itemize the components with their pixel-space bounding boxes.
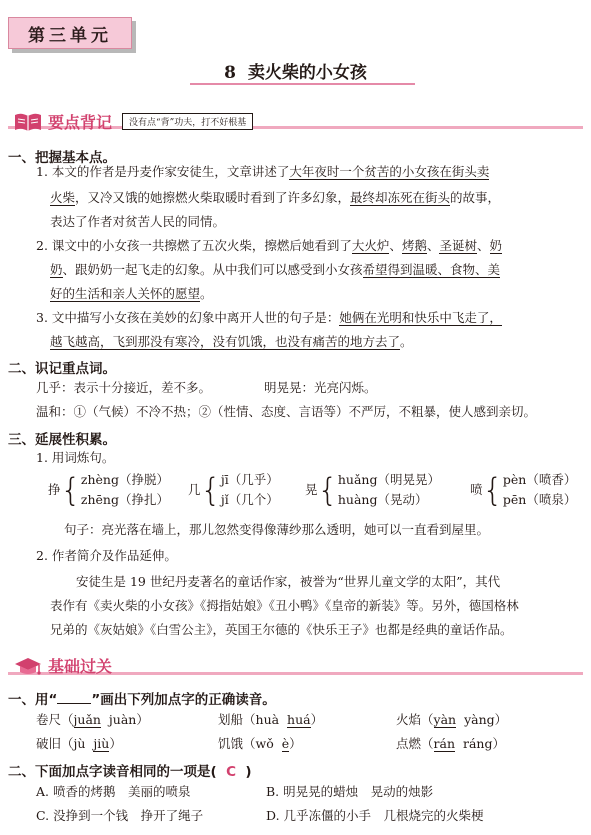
title-underline bbox=[190, 83, 415, 85]
reading-option: huà bbox=[255, 712, 280, 727]
underlined-answer: 奶 bbox=[489, 238, 503, 253]
selected-reading: jiù bbox=[93, 736, 110, 751]
brace-icon: { bbox=[200, 471, 221, 509]
example-sentence: 句子：亮光落在墙上，那儿忽然变得像薄纱那么透明，她可以一直看到屋里。 bbox=[64, 522, 490, 537]
reading: huǎng（明晃晃） bbox=[337, 472, 440, 487]
reading-option: juàn bbox=[108, 712, 137, 727]
polyphone-char: 喷 bbox=[470, 482, 483, 497]
lesson-number: 8 bbox=[224, 63, 236, 83]
unit-tab: 第三单元 bbox=[8, 17, 132, 49]
paragraph-line: 好的生活和亲人关怀的愿望。 bbox=[50, 286, 213, 301]
pinyin-item: 点燃（rán ráng） bbox=[396, 736, 505, 751]
reading: pēn（喷泉） bbox=[502, 492, 577, 507]
underlined-answer: 大火炉 bbox=[351, 238, 390, 253]
underlined-answer: 越飞越高，飞到那没有寒冷，没有饥饿，也没有痛苦的地方去了 bbox=[50, 334, 401, 349]
reading: huàng（晃动） bbox=[337, 492, 428, 507]
paragraph-line: 兄弟的《灰姑娘》《白雪公主》，英国王尔德的《快乐王子》也都是经典的童话作品。 bbox=[50, 622, 513, 637]
polyphone-group bbox=[48, 470, 169, 510]
paragraph-line: 表作有《卖火柴的小女孩》《拇指姑娘》《丑小鸭》《皇帝的新装》等。另外，德国格林 bbox=[50, 598, 519, 613]
reading: jī（几乎） bbox=[220, 472, 279, 487]
section-header-memorize bbox=[14, 110, 253, 133]
polyphone-char: 几 bbox=[188, 482, 201, 497]
brace-icon: { bbox=[482, 471, 503, 509]
pinyin-item: 卷尺（juǎn juàn） bbox=[36, 712, 149, 727]
reading: zhèng（挣脱） bbox=[80, 472, 169, 487]
reading-option: jù bbox=[73, 736, 86, 751]
underlined-answer: 大年夜时一个贫苦的小女孩在街头卖 bbox=[289, 164, 490, 179]
definition-line: 几乎：表示十分接近，差不多。 bbox=[36, 380, 212, 395]
lesson-title bbox=[0, 58, 591, 83]
section-title: 基础过关 bbox=[48, 657, 113, 676]
pinyin-item: 破旧（jù jiù） bbox=[36, 736, 122, 751]
part3-heading: 三、延展性积累。 bbox=[8, 432, 116, 448]
reading: pèn（喷香） bbox=[502, 472, 577, 487]
polyphone-group bbox=[188, 470, 279, 510]
paragraph-line: 1. 本文的作者是丹麦作家安徒生，文章讲述了大年夜时一个贫苦的小女孩在街头卖 bbox=[36, 164, 490, 179]
section-title: 要点背记 bbox=[48, 113, 113, 132]
reading-option: yàng bbox=[464, 712, 495, 727]
underlined-answer: 圣诞树 bbox=[439, 238, 477, 253]
paragraph-line: 安徒生是 19 世纪丹麦著名的童话作家，被誉为“世界儿童文学的太阳”，其代 bbox=[76, 574, 501, 589]
open-book-icon bbox=[14, 112, 42, 132]
section-motto: 没有点“背”功夫，打不好根基 bbox=[122, 113, 253, 130]
selected-reading: juǎn bbox=[73, 712, 101, 727]
reading: zhēng（挣扎） bbox=[80, 492, 169, 507]
definition-line: 温和：①（气候）不冷不热；②（性情、态度、言语等）不严厉，不粗暴，使人感到亲切。 bbox=[36, 404, 537, 419]
selected-reading: yàn bbox=[433, 712, 457, 727]
sub-heading: 2. 作者简介及作品延伸。 bbox=[36, 548, 177, 563]
answer-mark: C bbox=[226, 764, 236, 780]
reading-option: wǒ bbox=[255, 736, 274, 751]
underlined-answer: 奶 bbox=[50, 262, 63, 277]
pinyin-item: 火焰（yàn yàng） bbox=[396, 712, 508, 727]
question2-heading: 二、下面加点字读音相同的一项是( C ) bbox=[8, 764, 252, 780]
graduation-cap-icon bbox=[14, 656, 42, 676]
paragraph-line: 表达了作者对贫苦人民的同情。 bbox=[50, 214, 226, 229]
polyphone-char: 挣 bbox=[48, 482, 61, 497]
lesson-name: 卖火柴的小女孩 bbox=[247, 63, 367, 83]
question1-heading: 一、用“ ”画出下列加点字的正确读音。 bbox=[8, 692, 276, 708]
underlined-answer: 烤鹅 bbox=[401, 238, 427, 253]
definition-line: 明晃晃：光亮闪烁。 bbox=[264, 380, 377, 395]
paragraph-line: 火柴，又冷又饿的她擦燃火柴取暖时看到了许多幻象，最终却冻死在街头的故事， bbox=[50, 190, 501, 205]
section-header-basics bbox=[14, 654, 112, 677]
blank-underline bbox=[57, 703, 91, 704]
paragraph-line: 奶、跟奶奶一起飞走的幻象。从中我们可以感受到小女孩希望得到温暖、食物、美 bbox=[50, 262, 501, 277]
pinyin-item: 划船（huà huá） bbox=[218, 712, 324, 727]
polyphone-char: 晃 bbox=[305, 482, 318, 497]
selected-reading: rán bbox=[433, 736, 456, 751]
underlined-answer: 希望得到温暖、食物、美 bbox=[362, 262, 501, 277]
brace-icon: { bbox=[317, 471, 338, 509]
paragraph-line: 3. 文中描写小女孩在美妙的幻象中离开人世的句子是：她俩在光明和快乐中飞走了， bbox=[36, 310, 502, 325]
part2-heading: 二、识记重点词。 bbox=[8, 361, 116, 377]
underlined-answer: 好的生活和亲人关怀的愿望 bbox=[50, 286, 201, 301]
reading-option: ráng bbox=[462, 736, 493, 751]
choice-option: C. 没挣到一个钱 挣开了绳子 bbox=[36, 808, 204, 823]
pinyin-item: 饥饿（wǒ è） bbox=[218, 736, 302, 751]
polyphone-group bbox=[305, 470, 440, 510]
brace-icon: { bbox=[60, 471, 81, 509]
paragraph-line: 越飞越高，飞到那没有寒冷，没有饥饿，也没有痛苦的地方去了。 bbox=[50, 334, 413, 349]
selected-reading: è bbox=[281, 736, 290, 751]
choice-option: A. 喷香的烤鹅 美丽的喷泉 bbox=[36, 784, 191, 799]
sub-heading: 1. 用词炼句。 bbox=[36, 450, 115, 465]
selected-reading: huá bbox=[287, 712, 311, 727]
paragraph-line: 2. 课文中的小女孩一共擦燃了五次火柴，擦燃后她看到了大火炉、烤鹅、圣诞树、奶 bbox=[36, 238, 503, 253]
polyphone-group bbox=[470, 470, 576, 510]
reading: jǐ（几个） bbox=[220, 492, 279, 507]
underlined-answer: 她俩在光明和快乐中飞走了， bbox=[339, 310, 502, 325]
underlined-answer: 最终却冻死在街头 bbox=[350, 190, 451, 205]
underlined-answer: 火柴 bbox=[50, 190, 76, 205]
part1-heading: 一、把握基本点。 bbox=[8, 150, 116, 166]
choice-option: D. 几乎冻僵的小手 几根烧完的火柴梗 bbox=[266, 808, 484, 823]
choice-option: B. 明晃晃的蜡烛 晃动的烛影 bbox=[266, 784, 434, 799]
